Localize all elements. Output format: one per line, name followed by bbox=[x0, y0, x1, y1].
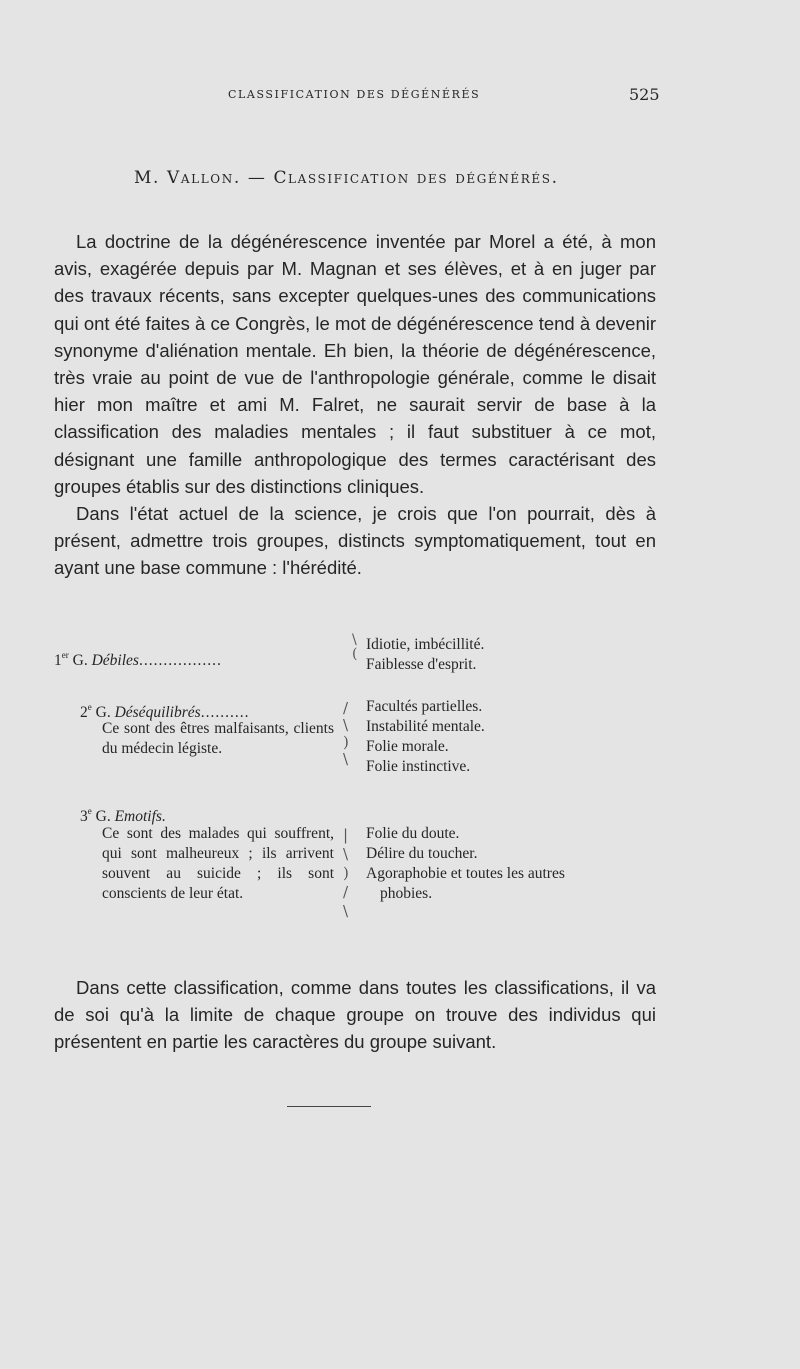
group-prefix: G. bbox=[95, 808, 111, 825]
group-ordinal-suffix: e bbox=[87, 702, 92, 712]
group-name: Déséquilibrés bbox=[114, 704, 201, 721]
group-name: Emotifs. bbox=[114, 808, 166, 825]
running-title: CLASSIFICATION DES DÉGÉNÉRÉS bbox=[228, 88, 481, 101]
paragraph: Dans l'état actuel de la science, je crois que l'on pourrait, dès à présent, admettre trois groupes, distincts symptomatiquement, tout en ayant une base commune : l'hérédité. bbox=[54, 503, 656, 579]
paragraph: La doctrine de la dégénérescence inventée par Morel a été, à mon avis, exagérée depuis par M. Magnan et ses élèves, et à en juger par des travaux récents, sans excepter quelques-unes des communications qui ont été faites à ce Congrès, le mot de dégénérescence tend à devenir synonyme d'aliénation mentale. Eh bien, la théorie de dégénérescence, très vraie au point de vue de l'anthropologie générale, comme le disait hier mon maître et ami M. Falret, ne saurait servir de base à la classification des maladies mentales ; il faut substituer à ce mot, désignant une famille anthropologique des termes caractérisant des groupes établis sur des distinctions cliniques. bbox=[54, 231, 656, 497]
group-1-label bbox=[54, 645, 222, 671]
symptom-item: Folie morale. bbox=[366, 738, 449, 755]
group-2-description: Ce sont des êtres malfaisants, clients du médecin légiste. bbox=[102, 720, 334, 757]
symptom-item: Agoraphobie et toutes les autres bbox=[366, 865, 565, 882]
group-3-symptoms bbox=[366, 824, 666, 904]
symptom-item: Instabilité mentale. bbox=[366, 718, 485, 735]
group-prefix: G. bbox=[72, 652, 88, 669]
brace-mark: \ ( bbox=[352, 632, 358, 662]
symptom-item: phobies. bbox=[380, 885, 433, 902]
closing-paragraph: Dans cette classification, comme dans toutes les classifications, il va de soi qu'à la limite de chaque groupe on trouve des individus qui présentent en partie les caractères du groupe suivant. bbox=[54, 977, 656, 1053]
group-prefix: G. bbox=[95, 704, 111, 721]
group-3-description: Ce sont des malades qui souffrent, qui sont malheureux ; ils arrivent souvent au suicide ; ils sont conscients de leur état. bbox=[102, 825, 334, 902]
leader-dots: ................. bbox=[138, 652, 222, 669]
group-2-symptoms bbox=[366, 697, 666, 777]
symptom-item: Délire du toucher. bbox=[366, 845, 478, 862]
group-ordinal-suffix: er bbox=[61, 650, 69, 660]
symptom-item: Facultés partielles. bbox=[366, 698, 483, 715]
group-ordinal: 3 bbox=[80, 808, 88, 825]
symptom-item: Idiotie, imbécillité. bbox=[366, 636, 485, 653]
section-heading: M. Vallon. — Classification des dégénérés. bbox=[134, 168, 559, 188]
brace-mark: | \ ) / \ bbox=[343, 826, 349, 920]
brace-mark: / \ ) \ bbox=[343, 699, 349, 768]
leader-dots: .......... bbox=[200, 704, 250, 721]
group-name: Débiles bbox=[91, 652, 139, 669]
symptom-item: Folie du doute. bbox=[366, 825, 460, 842]
symptom-item: Faiblesse d'esprit. bbox=[366, 656, 477, 673]
symptom-item: Folie instinctive. bbox=[366, 758, 471, 775]
group-ordinal: 2 bbox=[80, 704, 88, 721]
page-number: 525 bbox=[629, 85, 660, 104]
group-ordinal-suffix: e bbox=[87, 806, 92, 816]
body-text bbox=[54, 228, 656, 582]
closing-text bbox=[54, 974, 656, 1056]
end-rule bbox=[287, 1106, 371, 1107]
group-1-symptoms bbox=[366, 635, 666, 675]
group-ordinal: 1 bbox=[54, 652, 62, 669]
